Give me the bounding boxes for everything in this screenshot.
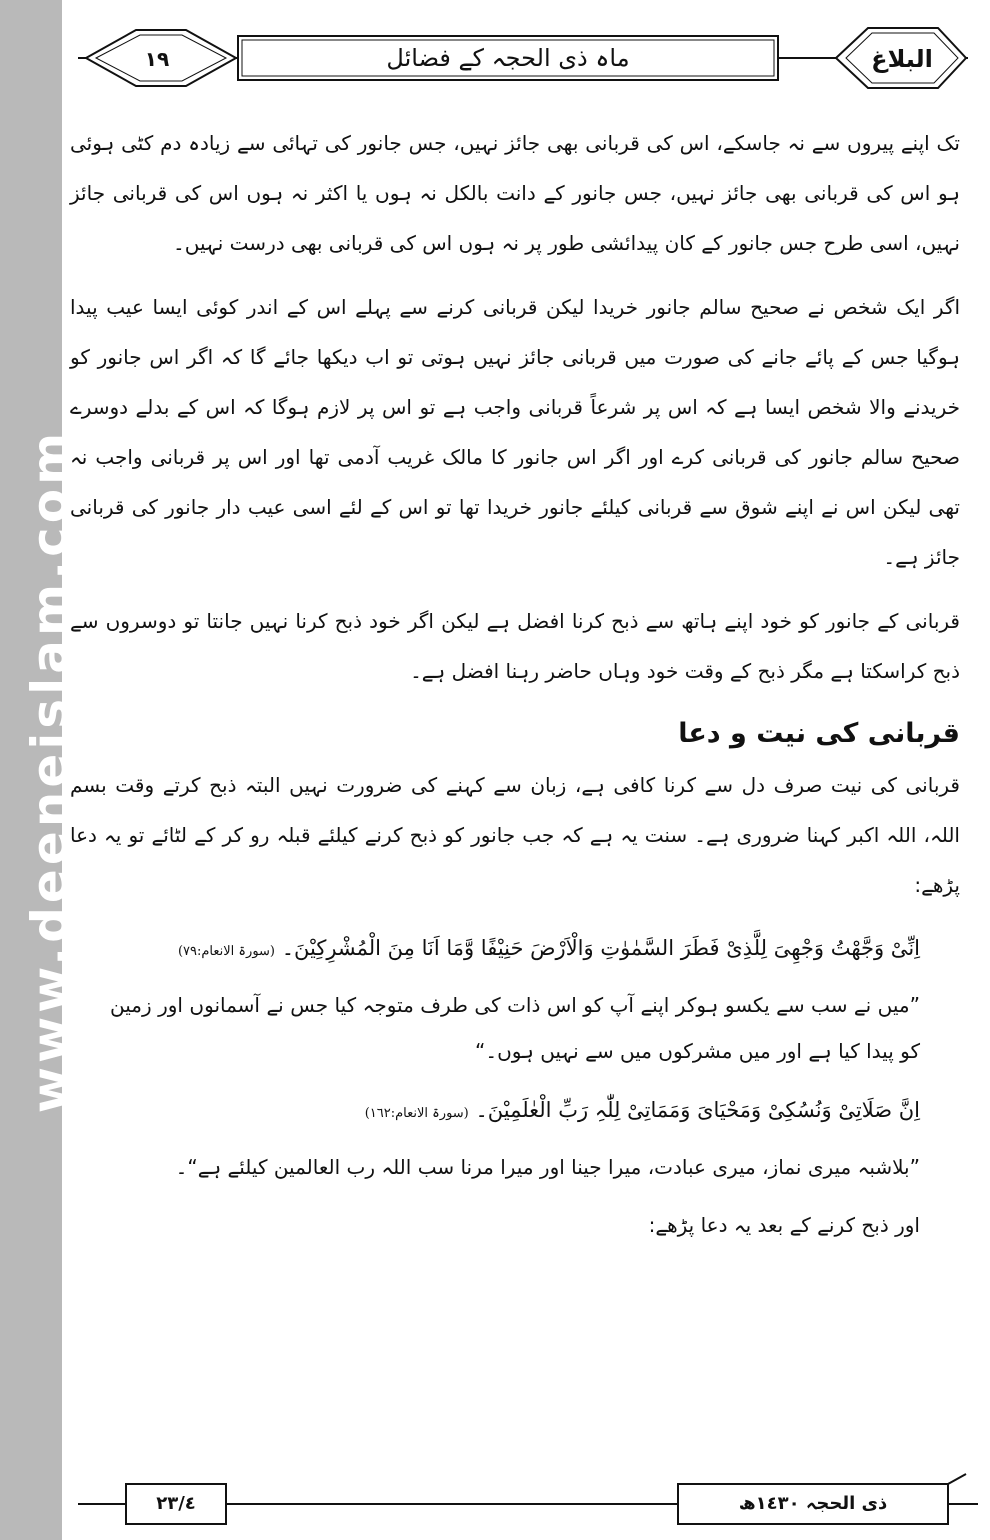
quran-verse	[110, 1086, 920, 1138]
article-body	[70, 118, 960, 1260]
page-number: ١٩	[144, 47, 170, 71]
paragraph: اگر ایک شخص نے صحیح سالم جانور خریدا لیکن قربانی کرنے سے پہلے اس کے اندر کوئی ایسا عیب پیدا ہوگیا جس کے پائے جانے کی صورت میں قربانی جائز نہیں ہوتی تو اب دیکھا جائے گا کہ اگر اس جانور کو خریدنے والا شخص ایسا ہے کہ اس پر شرعاً قربانی واجب ہے تو اس پر لازم ہوگا کہ اس کے بدلے دوسرے صحیح سالم جانور کی قربانی کرے اور اگر اس جانور کا مالک غریب آدمی تھا اور اس پر قربانی واجب نہ تھی لیکن اس نے اپنے شوق سے قربانی کیلئے جانور خریدا تھا تو اس کے لئے اسی عیب دار جانور کی قربانی جائز ہے۔	[70, 295, 960, 569]
issue-date: ذی الحجہ ١٤٣٠ھ	[738, 1493, 888, 1514]
running-title: ماہ ذی الحجہ کے فضائل	[386, 44, 630, 72]
paragraph: تک اپنے پیروں سے نہ جاسکے، اس کی قربانی بھی جائز نہیں، جس جانور کی تہائی سے زیادہ دم کٹی ہوئی ہو اس کی قربانی بھی جائز نہیں، جس جانور کے دانت بالکل نہ ہوں یا اکثر نہ ہوں اس کی قربانی جائز نہیں، اسی طرح جس جانور کے کان پیدائشی طور پر نہ ہوں اس کی قربانی بھی درست نہیں۔	[70, 131, 960, 255]
section-heading: قربانی کی نیت و دعا	[678, 718, 960, 749]
watermark-text: www.deeneislam.com	[21, 428, 79, 1114]
verse-translation: ”میں نے سب سے یکسو ہوکر اپنے آپ کو اس ذات کی طرف متوجہ کیا جس نے آسمانوں اور زمین کو پیدا کیا ہے اور میں مشرکوں میں سے نہیں ہوں۔“	[110, 993, 920, 1063]
paragraph: قربانی کے جانور کو خود اپنے ہاتھ سے ذبح کرنا افضل ہے لیکن اگر خود ذبح کرنا نہیں جانتا تو دوسروں سے ذبح کراسکتا ہے مگر ذبح کے وقت خود وہاں حاضر رہنا افضل ہے۔	[70, 609, 960, 683]
verse-text: اِنِّیْ وَجَّھْتُ وَجْھِیَ لِلَّذِیْ فَطَرَ السَّمٰوٰتِ وَالْاَرْضَ حَنِیْفًا وَّمَا اَنَا مِنَ الْمُشْرِکِیْنَ۔	[281, 936, 920, 960]
closing-line: اور ذبح کرنے کے بعد یہ دعا پڑھے:	[648, 1213, 920, 1237]
verse-reference: (سورۃ الانعام:٧٩)	[177, 944, 275, 959]
verse-text: اِنَّ صَلَاتِیْ وَنُسُکِیْ وَمَحْیَایَ وَمَمَاتِیْ لِلّٰہِ رَبِّ الْعٰلَمِیْنَ۔	[475, 1098, 920, 1122]
magazine-logo: البلاغ	[871, 45, 933, 73]
verse-reference: (سورۃ الانعام:١٦٢)	[364, 1106, 469, 1121]
watermark-strip	[0, 0, 79, 1540]
footer-page-number: ٢٣/٤	[156, 1493, 196, 1514]
quran-verse	[110, 924, 920, 976]
page-footer	[78, 1470, 978, 1530]
verse-translation: ”بلاشبہ میری نماز، میری عبادت، میرا جینا اور میرا مرنا سب اللہ رب العالمین کیلئے ہے“۔	[175, 1155, 920, 1179]
section-intro: قربانی کی نیت صرف دل سے کرنا کافی ہے، زبان سے کہنے کی ضرورت نہیں البتہ ذبح کرتے وقت بسم اللہ، اللہ اکبر کہنا ضروری ہے۔ سنت یہ ہے کہ جب جانور کو ذبح کرنے کیلئے قبلہ رو کر کے لٹائے تو یہ دعا پڑھے:	[70, 773, 960, 897]
page-header	[78, 24, 968, 94]
